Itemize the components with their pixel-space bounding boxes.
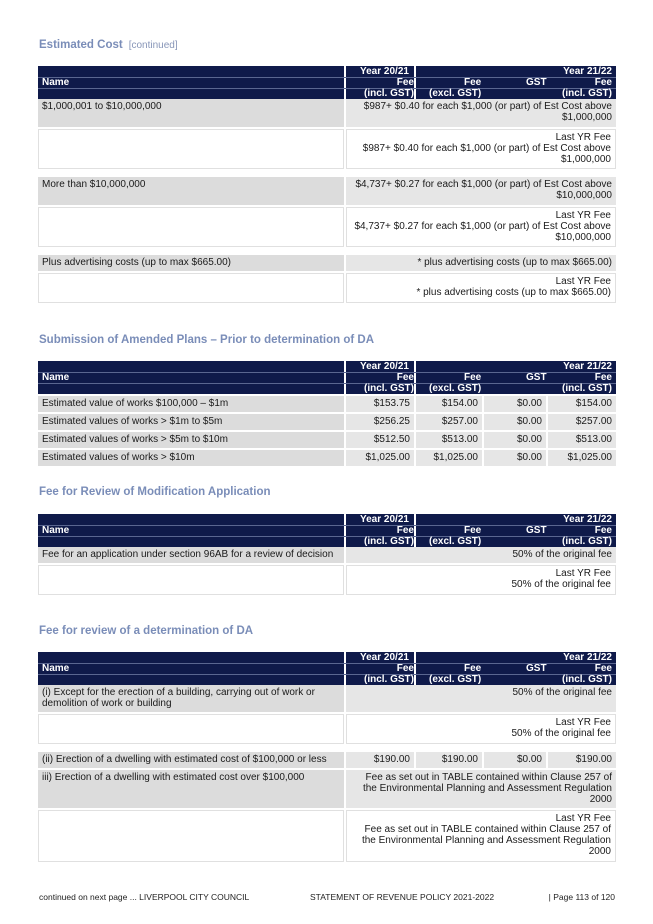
col-fee: Fee [594,77,612,88]
col-incl-gst-2: (incl. GST) [562,88,612,99]
table-estimated-cost [38,66,616,303]
col-year-prev: Year 20/21 [360,514,409,525]
row-fee: * plus advertising costs (up to max $665.00) [346,255,616,271]
table-row-last-year [38,714,616,744]
row-name: Estimated values of works > $5m to $10m [38,432,344,448]
table-header [38,652,616,685]
col-incl-gst-2: (incl. GST) [562,383,612,394]
table-header [38,66,616,99]
last-yr-label: Last YR Fee [555,813,611,824]
footer-page-number: | Page 113 of 120 [548,892,615,902]
footer-center: STATEMENT OF REVENUE POLICY 2021-2022 [310,892,495,902]
last-yr-label: Last YR Fee [555,210,611,221]
last-yr-label: Last YR Fee [555,276,611,287]
table-amended-plans [38,361,616,466]
section-title-amended-plans: Submission of Amended Plans – Prior to determination of DA [39,334,375,346]
col-gst: GST [526,77,547,88]
col-gst: GST [526,663,547,674]
row-name: Estimated values of works > $1m to $5m [38,414,344,430]
col-name: Name [42,77,70,88]
table-row [38,414,616,430]
table-row [38,685,616,712]
row-prev: $256.25 [346,414,414,430]
last-yr-fee: 50% of the original fee [511,579,611,590]
col-excl-gst: (excl. GST) [429,88,482,99]
col-fee-excl: Fee [464,663,482,674]
col-fee-excl: Fee [464,372,482,383]
col-incl-gst: (incl. GST) [364,88,414,99]
row-name: Plus advertising costs (up to max $665.00) [38,255,344,271]
col-gst: GST [526,525,547,536]
col-fee: Fee [594,372,612,383]
footer-left: continued on next page ... LIVERPOOL CITY COUNCIL [39,892,250,902]
row-gst: $0.00 [484,450,546,466]
row-gst: $0.00 [484,752,546,768]
table-review-modification [38,514,616,595]
row-gst: $0.00 [484,432,546,448]
col-incl-gst: (incl. GST) [364,536,414,547]
row-name: iii) Erection of a dwelling with estimated cost over $100,000 [38,770,344,808]
row-incl: $190.00 [548,752,616,768]
table-row-last-year [38,273,616,303]
table-row [38,177,616,205]
last-yr-fee: $4,737+ $0.27 for each $1,000 (or part) of Est Cost above $10,000,000 [354,221,611,243]
row-fee: $4,737+ $0.27 for each $1,000 (or part) of Est Cost above $10,000,000 [346,177,616,205]
row-excl: $513.00 [416,432,482,448]
row-incl: $1,025.00 [548,450,616,466]
col-fee-excl: Fee [464,525,482,536]
row-incl: $257.00 [548,414,616,430]
col-incl-gst-2: (incl. GST) [562,536,612,547]
table-row [38,450,616,466]
row-prev: $512.50 [346,432,414,448]
row-excl: $257.00 [416,414,482,430]
col-fee-incl: Fee [396,525,414,536]
row-name: Estimated values of works > $10m [38,450,344,466]
last-yr-label: Last YR Fee [555,132,611,143]
row-incl: $513.00 [548,432,616,448]
col-year-prev: Year 20/21 [360,66,409,77]
row-prev: $153.75 [346,396,414,412]
row-incl: $154.00 [548,396,616,412]
row-fee: 50% of the original fee [346,547,616,563]
row-excl: $1,025.00 [416,450,482,466]
last-yr-fee: 50% of the original fee [511,728,611,739]
row-name: More than $10,000,000 [38,177,344,205]
row-gst: $0.00 [484,396,546,412]
section-title-review-determination: Fee for review of a determination of DA [39,625,254,637]
table-row [38,547,616,563]
table-row-last-year [38,565,616,595]
col-year-prev: Year 20/21 [360,652,409,663]
col-name: Name [42,663,70,674]
col-incl-gst: (incl. GST) [364,383,414,394]
table-row [38,432,616,448]
row-prev: $1,025.00 [346,450,414,466]
col-gst: GST [526,372,547,383]
row-name: Estimated value of works $100,000 – $1m [38,396,344,412]
col-year-next: Year 21/22 [563,652,612,663]
table-row [38,770,616,808]
row-fee: 50% of the original fee [346,685,616,712]
row-prev: $190.00 [346,752,414,768]
row-gst: $0.00 [484,414,546,430]
table-header [38,514,616,547]
last-yr-label: Last YR Fee [555,568,611,579]
table-row-last-year [38,810,616,862]
col-fee-incl: Fee [396,663,414,674]
col-name: Name [42,372,70,383]
col-incl-gst-2: (incl. GST) [562,674,612,685]
last-yr-fee: $987+ $0.40 for each $1,000 (or part) of Est Cost above $1,000,000 [362,143,611,165]
table-row-last-year [38,129,616,169]
col-year-prev: Year 20/21 [360,361,409,372]
row-name: (i) Except for the erection of a building, carrying out of work or demolition of work or building [38,685,344,712]
col-fee-excl: Fee [464,77,482,88]
row-name: (ii) Erection of a dwelling with estimated cost of $100,000 or less [38,752,344,768]
col-excl-gst: (excl. GST) [429,536,482,547]
table-row [38,99,616,127]
col-fee: Fee [594,663,612,674]
row-fee: Fee as set out in TABLE contained within Clause 257 of the Environmental Planning and Assessment Regulation 2000 [346,770,616,808]
col-fee-incl: Fee [396,77,414,88]
col-name: Name [42,525,70,536]
table-review-determination [38,652,616,862]
col-fee: Fee [594,525,612,536]
col-year-next: Year 21/22 [563,514,612,525]
row-excl: $190.00 [416,752,482,768]
last-yr-label: Last YR Fee [555,717,611,728]
col-year-next: Year 21/22 [563,66,612,77]
table-row [38,396,616,412]
last-yr-fee: * plus advertising costs (up to max $665.00) [416,287,611,298]
section-title-estimated-cost [39,39,178,51]
table-row [38,752,616,768]
section-title-text: Estimated Cost [39,39,123,51]
col-excl-gst: (excl. GST) [429,674,482,685]
table-header [38,361,616,394]
col-year-next: Year 21/22 [563,361,612,372]
last-yr-fee: Fee as set out in TABLE contained within Clause 257 of the Environmental Planning and Assessment Regulation 2000 [361,824,611,857]
col-fee-incl: Fee [396,372,414,383]
section-title-review-modification: Fee for Review of Modification Application [39,486,271,498]
table-row [38,255,616,271]
col-excl-gst: (excl. GST) [429,383,482,394]
row-name: Fee for an application under section 96AB for a review of decision [38,547,344,563]
table-row-last-year [38,207,616,247]
row-excl: $154.00 [416,396,482,412]
row-fee: $987+ $0.40 for each $1,000 (or part) of Est Cost above $1,000,000 [346,99,616,127]
continued-label: [continued] [128,40,178,51]
col-incl-gst: (incl. GST) [364,674,414,685]
row-name: $1,000,001 to $10,000,000 [38,99,344,127]
